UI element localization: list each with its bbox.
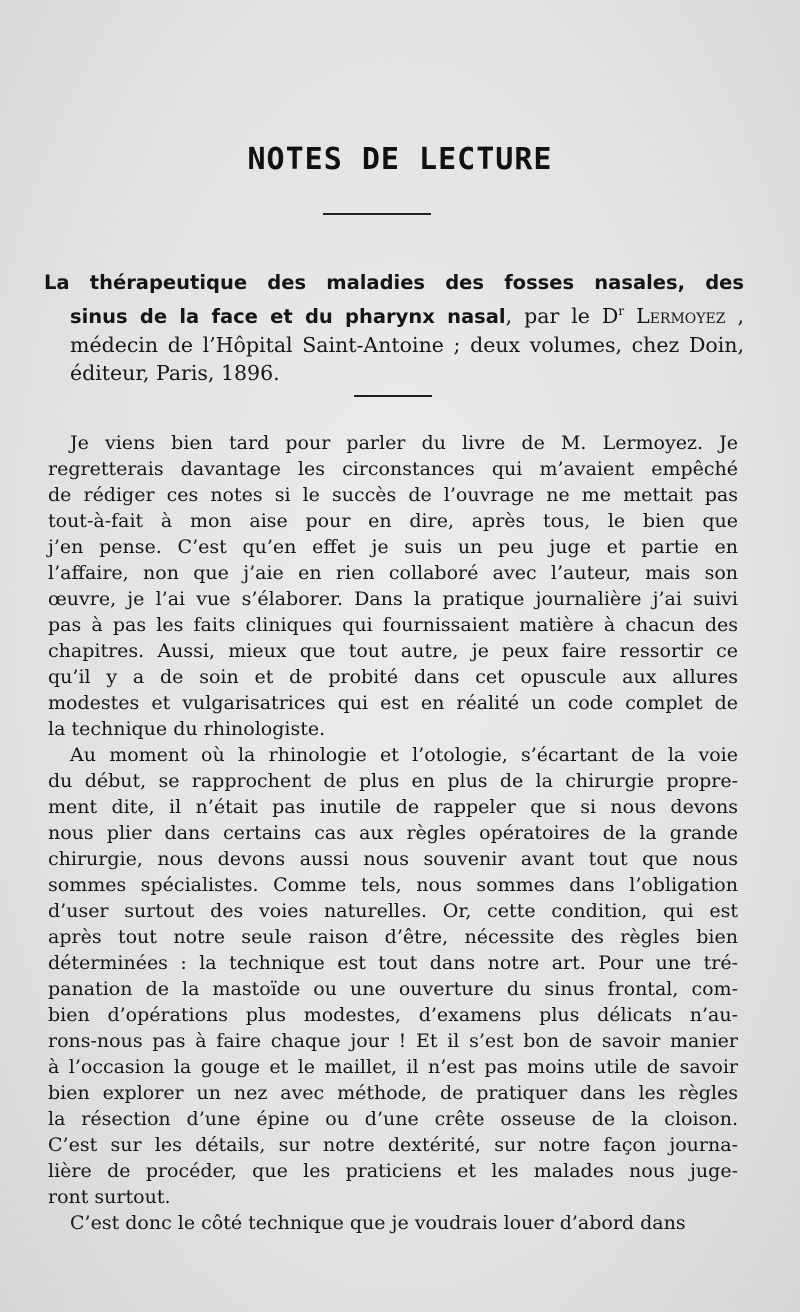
book-reference xyxy=(44,268,744,387)
body-line: Je viens bien tard pour parler du livre de M. Lermoyez. Je xyxy=(70,432,738,454)
body-text xyxy=(48,430,738,1236)
body-line: regretterais davantage les circonstances qui m’avaient empêché xyxy=(48,458,738,480)
author-suffix: , xyxy=(725,303,744,328)
body-line: lière de procéder, que les praticiens et les malades nous juge- xyxy=(48,1160,738,1182)
reference-line-1 xyxy=(44,268,744,297)
body-line: Au moment où la rhinologie et l’otologie, s’écartant de la voie xyxy=(70,744,738,766)
body-line: à l’occasion la gouge et le maillet, il n’est pas moins utile de savoir xyxy=(48,1056,738,1078)
body-line: tout-à-fait à mon aise pour en dire, après tous, le bien que xyxy=(48,510,738,532)
body-line: C’est donc le côté technique que je voudrais louer d’abord dans xyxy=(70,1212,686,1234)
body-line: de rédiger ces notes si le succès de l’ouvrage ne me mettait pas xyxy=(48,484,738,506)
book-title-part-2: sinus de la face et du pharynx nasal xyxy=(70,304,506,328)
body-line: déterminées : la technique est tout dans notre art. Pour une tré- xyxy=(48,952,738,974)
body-line: la technique du rhinologiste. xyxy=(48,718,326,740)
title-rule xyxy=(323,213,431,215)
author-sup: r xyxy=(618,304,625,318)
body-line: la résection d’une épine ou d’une crête osseuse de la cloison. xyxy=(48,1108,738,1130)
body-line: sommes spécialistes. Comme tels, nous sommes dans l’obligation xyxy=(48,874,738,896)
reference-line-3: médecin de l’Hôpital Saint-Antoine ; deux volumes, chez Doin, xyxy=(70,332,744,357)
body-line: modestes et vulgarisatrices qui est en réalité un code complet de xyxy=(48,692,738,714)
body-line: ront surtout. xyxy=(48,1186,171,1208)
page-title: NOTES DE LECTURE xyxy=(247,142,553,177)
reference-rule xyxy=(354,395,432,397)
body-line: après tout notre seule raison d’être, nécessite des règles bien xyxy=(48,926,738,948)
author-name: Lermoyez xyxy=(624,303,726,328)
reference-line-4: éditeur, Paris, 1896. xyxy=(70,360,280,385)
body-line: œuvre, je l’ai vue s’élaborer. Dans la pratique journalière j’ai suivi xyxy=(48,588,738,610)
body-line: panation de la mastoïde ou une ouverture du sinus frontal, com- xyxy=(48,978,738,1000)
body-line: chapitres. Aussi, mieux que tout autre, je peux faire ressortir ce xyxy=(48,640,738,662)
body-line: j’en pense. C’est qu’en effet je suis un peu juge et partie en xyxy=(48,536,738,558)
author-prefix: , par le D xyxy=(505,303,619,328)
body-line: C’est sur les détails, sur notre dextérité, sur notre façon journa- xyxy=(48,1134,738,1156)
body-line: rons-nous pas à faire chaque jour ! Et il s’est bon de savoir manier xyxy=(48,1030,738,1052)
body-line: ment dite, il n’était pas inutile de rappeler que si nous devons xyxy=(48,796,738,818)
body-line: du début, se rapprochent de plus en plus de la chirurgie propre- xyxy=(48,770,738,792)
body-line: bien explorer un nez avec méthode, de pratiquer dans les règles xyxy=(48,1082,738,1104)
body-line: qu’il y a de soin et de probité dans cet opuscule aux allures xyxy=(48,666,738,688)
reference-line-2 xyxy=(44,297,744,331)
body-line: nous plier dans certains cas aux règles opératoires de la grande xyxy=(48,822,738,844)
body-line: chirurgie, nous devons aussi nous souvenir avant tout que nous xyxy=(48,848,738,870)
body-line: l’affaire, non que j’aie en rien collaboré avec l’auteur, mais son xyxy=(48,562,738,584)
body-line: bien d’opérations plus modestes, d’examens plus délicats n’au- xyxy=(48,1004,738,1026)
body-line: pas à pas les faits cliniques qui fournissaient matière à chacun des xyxy=(48,614,738,636)
body-line: d’user surtout des voies naturelles. Or, cette condition, qui est xyxy=(48,900,738,922)
book-title-part-1: La thérapeutique des maladies des fosses nasales, des xyxy=(44,271,744,294)
